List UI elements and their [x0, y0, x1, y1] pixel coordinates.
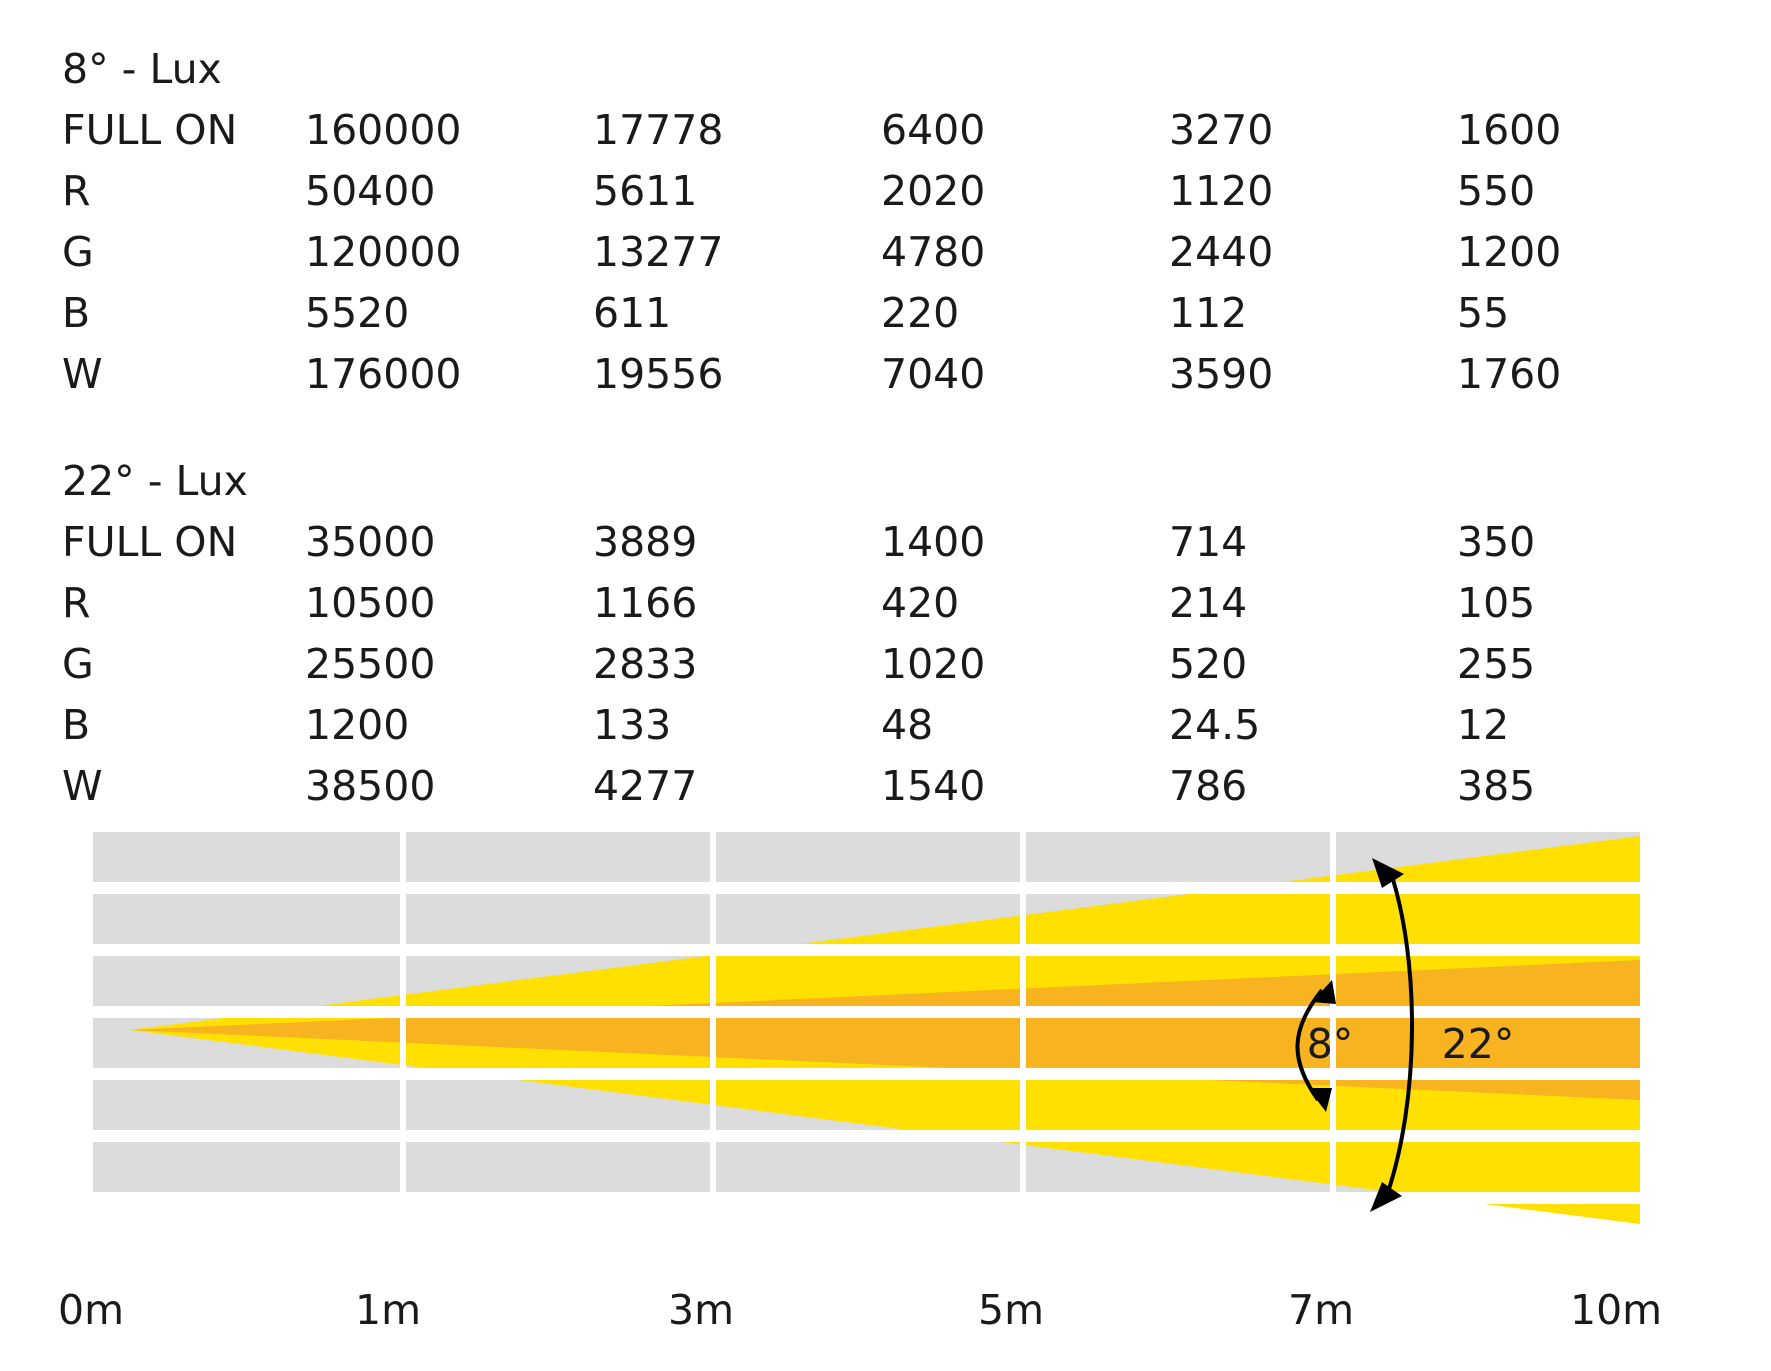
distance-axis — [0, 1285, 1771, 1345]
cell-value: 3889 — [593, 518, 698, 566]
cell-value: 160000 — [305, 106, 462, 154]
table-row — [62, 634, 1702, 695]
cell-value: 55 — [1457, 289, 1510, 337]
cell-value: 714 — [1169, 518, 1248, 566]
axis-tick-7m: 7m — [1288, 1286, 1355, 1334]
cell-value: 3270 — [1169, 106, 1274, 154]
row-label: B — [62, 701, 91, 749]
row-label: W — [62, 350, 103, 398]
cell-value: 35000 — [305, 518, 436, 566]
cell-value: 48 — [881, 701, 934, 749]
cell-value: 550 — [1457, 167, 1536, 215]
row-label: G — [62, 228, 94, 276]
cell-value: 220 — [881, 289, 960, 337]
cell-value: 24.5 — [1169, 701, 1261, 749]
cell-value: 133 — [593, 701, 672, 749]
table-row — [62, 756, 1702, 817]
table-row — [62, 283, 1702, 344]
cell-value: 17778 — [593, 106, 724, 154]
cell-value: 2440 — [1169, 228, 1274, 276]
cell-value: 4277 — [593, 762, 698, 810]
cell-value: 5611 — [593, 167, 698, 215]
cell-value: 420 — [881, 579, 960, 627]
cell-value: 1120 — [1169, 167, 1274, 215]
cell-value: 2833 — [593, 640, 698, 688]
table-row — [62, 100, 1702, 161]
table-row — [62, 222, 1702, 283]
cell-value: 1020 — [881, 640, 986, 688]
row-label: R — [62, 579, 91, 627]
cell-value: 19556 — [593, 350, 724, 398]
cell-value: 255 — [1457, 640, 1536, 688]
row-label: R — [62, 167, 91, 215]
cell-value: 5520 — [305, 289, 410, 337]
cell-value: 105 — [1457, 579, 1536, 627]
cell-value: 1166 — [593, 579, 698, 627]
angle-label-8deg: 8° — [1306, 1020, 1354, 1068]
cell-value: 1200 — [1457, 228, 1562, 276]
cell-value: 3590 — [1169, 350, 1274, 398]
cell-value: 120000 — [305, 228, 462, 276]
cell-value: 2020 — [881, 167, 986, 215]
cell-value: 10500 — [305, 579, 436, 627]
row-label: FULL ON — [62, 518, 238, 566]
row-label: G — [62, 640, 94, 688]
row-label: B — [62, 289, 91, 337]
cell-value: 520 — [1169, 640, 1248, 688]
cell-value: 1200 — [305, 701, 410, 749]
axis-tick-0m: 0m — [58, 1286, 125, 1334]
cell-value: 1400 — [881, 518, 986, 566]
cell-value: 50400 — [305, 167, 436, 215]
cell-value: 1600 — [1457, 106, 1562, 154]
table-title-8deg: 8° - Lux — [62, 45, 222, 93]
lux-table-22deg — [62, 450, 1702, 817]
table-title-22deg: 22° - Lux — [62, 457, 248, 505]
cell-value: 1540 — [881, 762, 986, 810]
table-row — [62, 512, 1702, 573]
table-row — [62, 161, 1702, 222]
table-row — [62, 344, 1702, 405]
axis-tick-1m: 1m — [355, 1286, 422, 1334]
cell-value: 12 — [1457, 701, 1510, 749]
cell-value: 13277 — [593, 228, 724, 276]
row-label: W — [62, 762, 103, 810]
cell-value: 38500 — [305, 762, 436, 810]
axis-tick-10m: 10m — [1570, 1286, 1663, 1334]
cell-value: 350 — [1457, 518, 1536, 566]
cell-value: 7040 — [881, 350, 986, 398]
lux-table-8deg — [62, 38, 1702, 405]
cell-value: 25500 — [305, 640, 436, 688]
cell-value: 385 — [1457, 762, 1536, 810]
cell-value: 4780 — [881, 228, 986, 276]
beam-spread-diagram — [0, 830, 1771, 1290]
cell-value: 112 — [1169, 289, 1248, 337]
cell-value: 214 — [1169, 579, 1248, 627]
cell-value: 6400 — [881, 106, 986, 154]
axis-tick-5m: 5m — [978, 1286, 1045, 1334]
table-row — [62, 573, 1702, 634]
axis-tick-3m: 3m — [668, 1286, 735, 1334]
cell-value: 786 — [1169, 762, 1248, 810]
angle-label-22deg: 22° — [1441, 1020, 1515, 1068]
cell-value: 611 — [593, 289, 672, 337]
cell-value: 176000 — [305, 350, 462, 398]
cell-value: 1760 — [1457, 350, 1562, 398]
row-label: FULL ON — [62, 106, 238, 154]
table-row — [62, 695, 1702, 756]
